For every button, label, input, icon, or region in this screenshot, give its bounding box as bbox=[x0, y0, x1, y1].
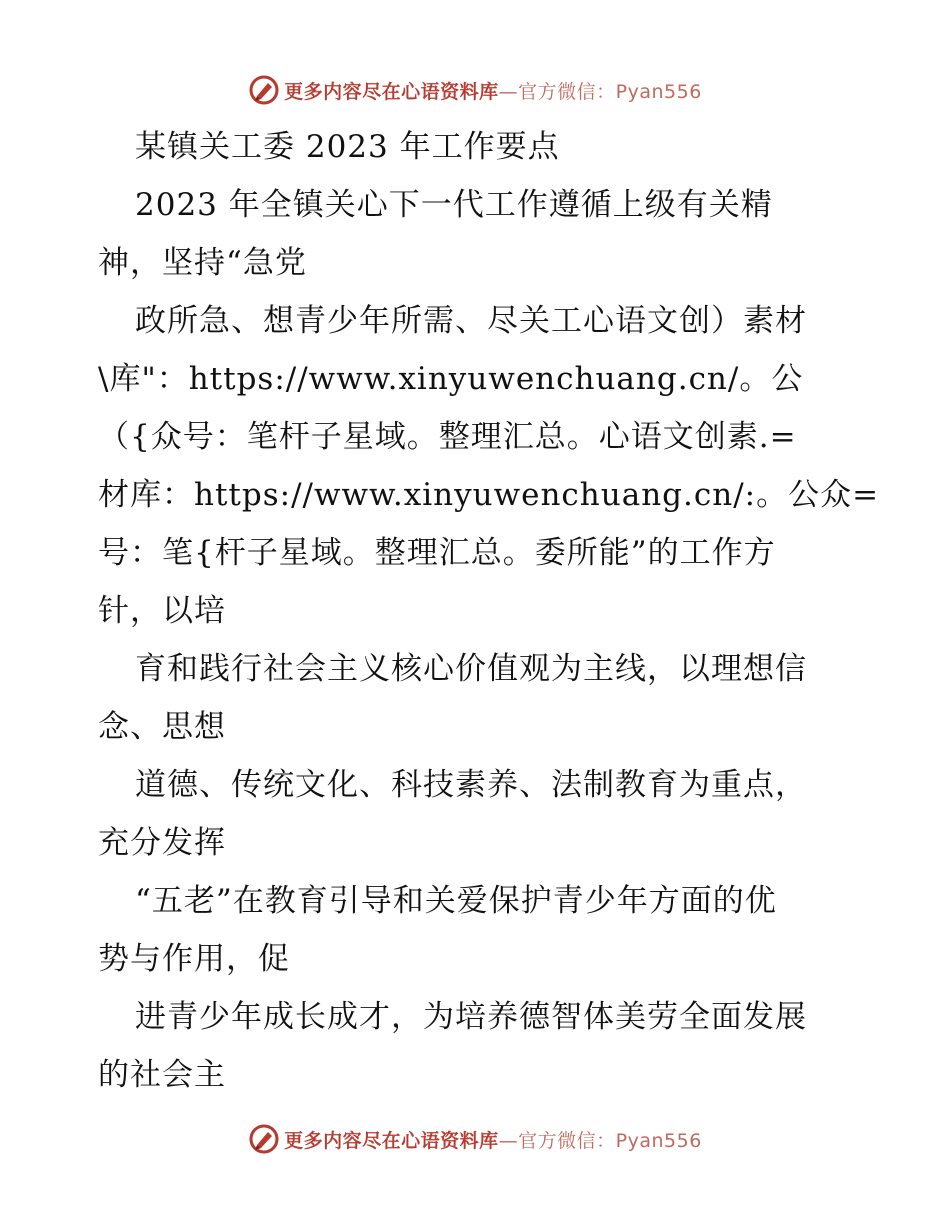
document-title: 某镇关工委 2023 年工作要点 bbox=[135, 129, 560, 165]
document-body bbox=[98, 118, 880, 1104]
document-text-line: 的社会主 bbox=[98, 1057, 226, 1093]
document-text-line: 号：笔{杆子星域。整理汇总。委所能”的工作方 bbox=[98, 535, 776, 571]
header-dash: — bbox=[498, 80, 519, 103]
document-text-line: 育和践行社会主义核心价值观为主线，以理想信 bbox=[135, 651, 807, 687]
footer-banner bbox=[0, 1119, 950, 1159]
footer-wechat-text: 官方微信：Pyan556 bbox=[518, 1129, 702, 1152]
header-brand-line bbox=[284, 77, 702, 104]
document-text-line: “五老”在教育引导和关爱保护青少年方面的优 bbox=[135, 883, 777, 919]
document-text-line: 神，坚持“急党 bbox=[98, 245, 307, 281]
header-banner bbox=[0, 70, 950, 110]
document-text-line: （{众号：笔杆子星域。整理汇总。心语文创素.= bbox=[98, 419, 797, 455]
document-text-line: 2023 年全镇关心下一代工作遵循上级有关精 bbox=[135, 187, 773, 223]
document-text-line: 念、思想 bbox=[98, 709, 226, 745]
document-text-line: 充分发挥 bbox=[98, 825, 226, 861]
header-brand-text: 更多内容尽在心语资料库 bbox=[284, 80, 499, 103]
document-text-line: 材库：https://www.xinyuwenchuang.cn/:。公众= bbox=[98, 477, 880, 513]
document-text-line: 势与作用，促 bbox=[98, 941, 290, 977]
footer-brand-text: 更多内容尽在心语资料库 bbox=[284, 1129, 499, 1152]
document-text-line: \库"：https://www.xinyuwenchuang.cn/。公 bbox=[98, 361, 804, 397]
footer-brand-line bbox=[284, 1126, 702, 1153]
document-text-line: 进青少年成长成才，为培养德智体美劳全面发展 bbox=[135, 999, 807, 1035]
header-wechat-text: 官方微信：Pyan556 bbox=[518, 80, 702, 103]
pen-logo-icon bbox=[248, 74, 280, 106]
pen-logo-icon bbox=[248, 1123, 280, 1155]
footer-dash: — bbox=[498, 1129, 519, 1152]
document-text-line: 针，以培 bbox=[98, 593, 226, 629]
document-text-line: 道德、传统文化、科技素养、法制教育为重点， bbox=[135, 767, 807, 803]
document-text-line: 政所急、想青少年所需、尽关工心语文创）素材 bbox=[135, 303, 807, 339]
